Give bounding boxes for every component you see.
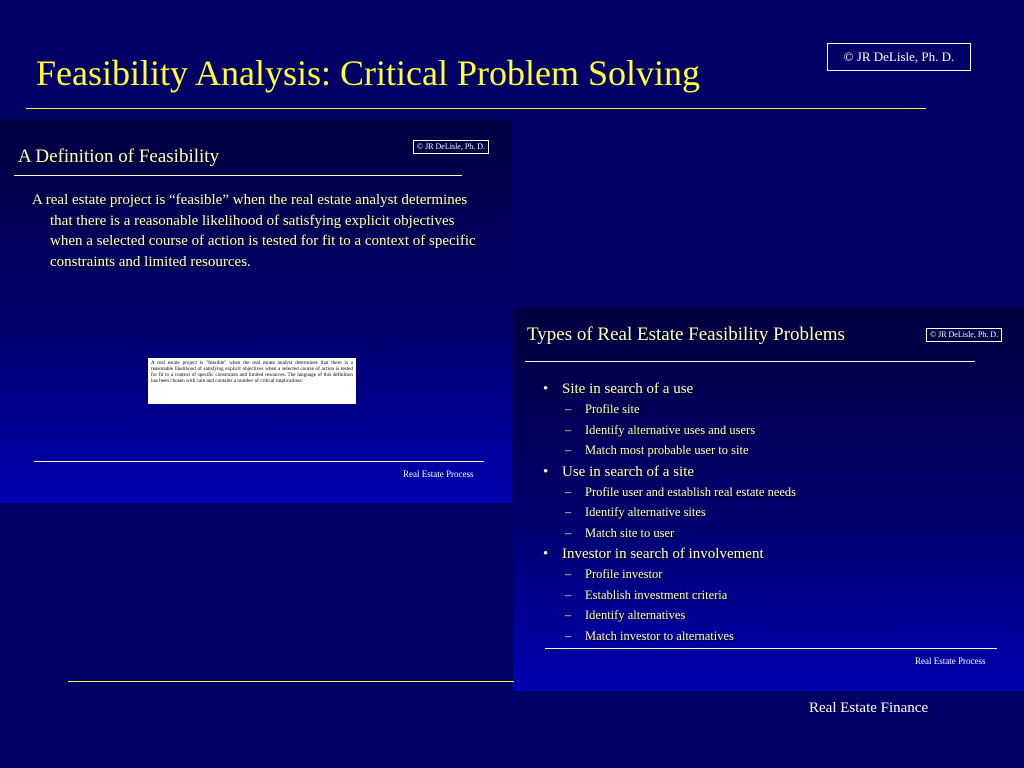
- definition-slide-body: A real estate project is “feasible” when the real estate analyst determines that there is a reasonable likelihood of satisfying explicit objectives when a selected course of action is tested for fit to a context of specific constraints and limited resources.: [32, 192, 476, 270]
- slide-title: Feasibility Analysis: Critical Problem Solving: [36, 53, 700, 93]
- definition-slide-footer-divider: [34, 461, 484, 462]
- dash-icon: –: [565, 484, 572, 499]
- problem-type-item: [543, 544, 1003, 564]
- problem-type-item: [543, 462, 1003, 482]
- problem-step-label: Profile user and establish real estate needs: [585, 484, 797, 499]
- problem-step-item: [543, 482, 1003, 503]
- definition-excerpt-image: A real estate project is "feasible" when the real estate analyst determines that there is a reasonable likelihood of satisfying explicit objectives when a selected course of action is tested for fit to a context of specific constraints and limited resources. The language of this definition has been chosen with care and contains a number of critical implications:: [148, 358, 356, 404]
- dash-icon: –: [565, 587, 572, 602]
- types-slide-title-divider: [525, 361, 975, 362]
- dash-icon: –: [565, 402, 572, 416]
- definition-slide-title-divider: [14, 175, 462, 176]
- problem-step-item: [543, 585, 1003, 606]
- problem-step-item: [543, 626, 1003, 647]
- definition-slide-thumbnail: [0, 120, 512, 503]
- problem-step-label: Match most probable user to site: [585, 443, 749, 457]
- copyright-badge: © JR DeLisle, Ph. D.: [827, 43, 971, 71]
- problem-step-label: Establish investment criteria: [585, 587, 728, 602]
- problem-step-item: [543, 523, 1003, 544]
- definition-slide-copyright: © JR DeLisle, Ph. D.: [413, 140, 489, 154]
- dash-icon: –: [565, 567, 572, 581]
- dash-icon: –: [565, 628, 572, 643]
- dash-icon: –: [565, 505, 572, 519]
- problem-step-item: [543, 564, 1003, 585]
- slide-footer: Real Estate Finance: [809, 700, 929, 716]
- dash-icon: –: [565, 422, 572, 437]
- problem-type-label: Site in search of a use: [562, 381, 694, 397]
- definition-slide-footer: Real Estate Process: [403, 469, 474, 479]
- types-slide-thumbnail: [513, 308, 1024, 691]
- bullet-icon: •: [543, 463, 549, 480]
- problem-step-label: Profile investor: [585, 567, 663, 581]
- problem-type-label: Investor in search of involvement: [562, 546, 764, 562]
- problem-step-label: Identify alternative uses and users: [585, 422, 756, 437]
- title-divider: [26, 108, 926, 109]
- bullet-icon: •: [543, 546, 549, 562]
- dash-icon: –: [565, 608, 572, 622]
- feasibility-problem-list: [543, 378, 1003, 646]
- dash-icon: –: [565, 443, 572, 457]
- problem-step-item: [543, 502, 1003, 523]
- problem-step-item: [543, 605, 1003, 626]
- problem-step-item: [543, 420, 1003, 441]
- types-slide-footer-divider: [545, 648, 997, 649]
- definition-slide-title: A Definition of Feasibility: [18, 146, 220, 167]
- bullet-icon: •: [543, 381, 549, 397]
- types-slide-title: Types of Real Estate Feasibility Problems: [527, 324, 845, 345]
- problem-type-label: Use in search of a site: [562, 463, 695, 480]
- problem-type-item: [543, 379, 1003, 399]
- problem-step-label: Match site to user: [585, 525, 675, 540]
- dash-icon: –: [565, 525, 572, 540]
- problem-step-item: [543, 399, 1003, 420]
- types-slide-footer: Real Estate Process: [915, 656, 986, 666]
- problem-step-label: Identify alternatives: [585, 608, 686, 622]
- types-slide-copyright: © JR DeLisle, Ph. D.: [926, 328, 1002, 342]
- problem-step-label: Identify alternative sites: [585, 505, 706, 519]
- problem-step-label: Match investor to alternatives: [585, 628, 734, 643]
- footer-divider: [68, 681, 514, 682]
- problem-step-item: [543, 440, 1003, 461]
- problem-step-label: Profile site: [585, 402, 640, 416]
